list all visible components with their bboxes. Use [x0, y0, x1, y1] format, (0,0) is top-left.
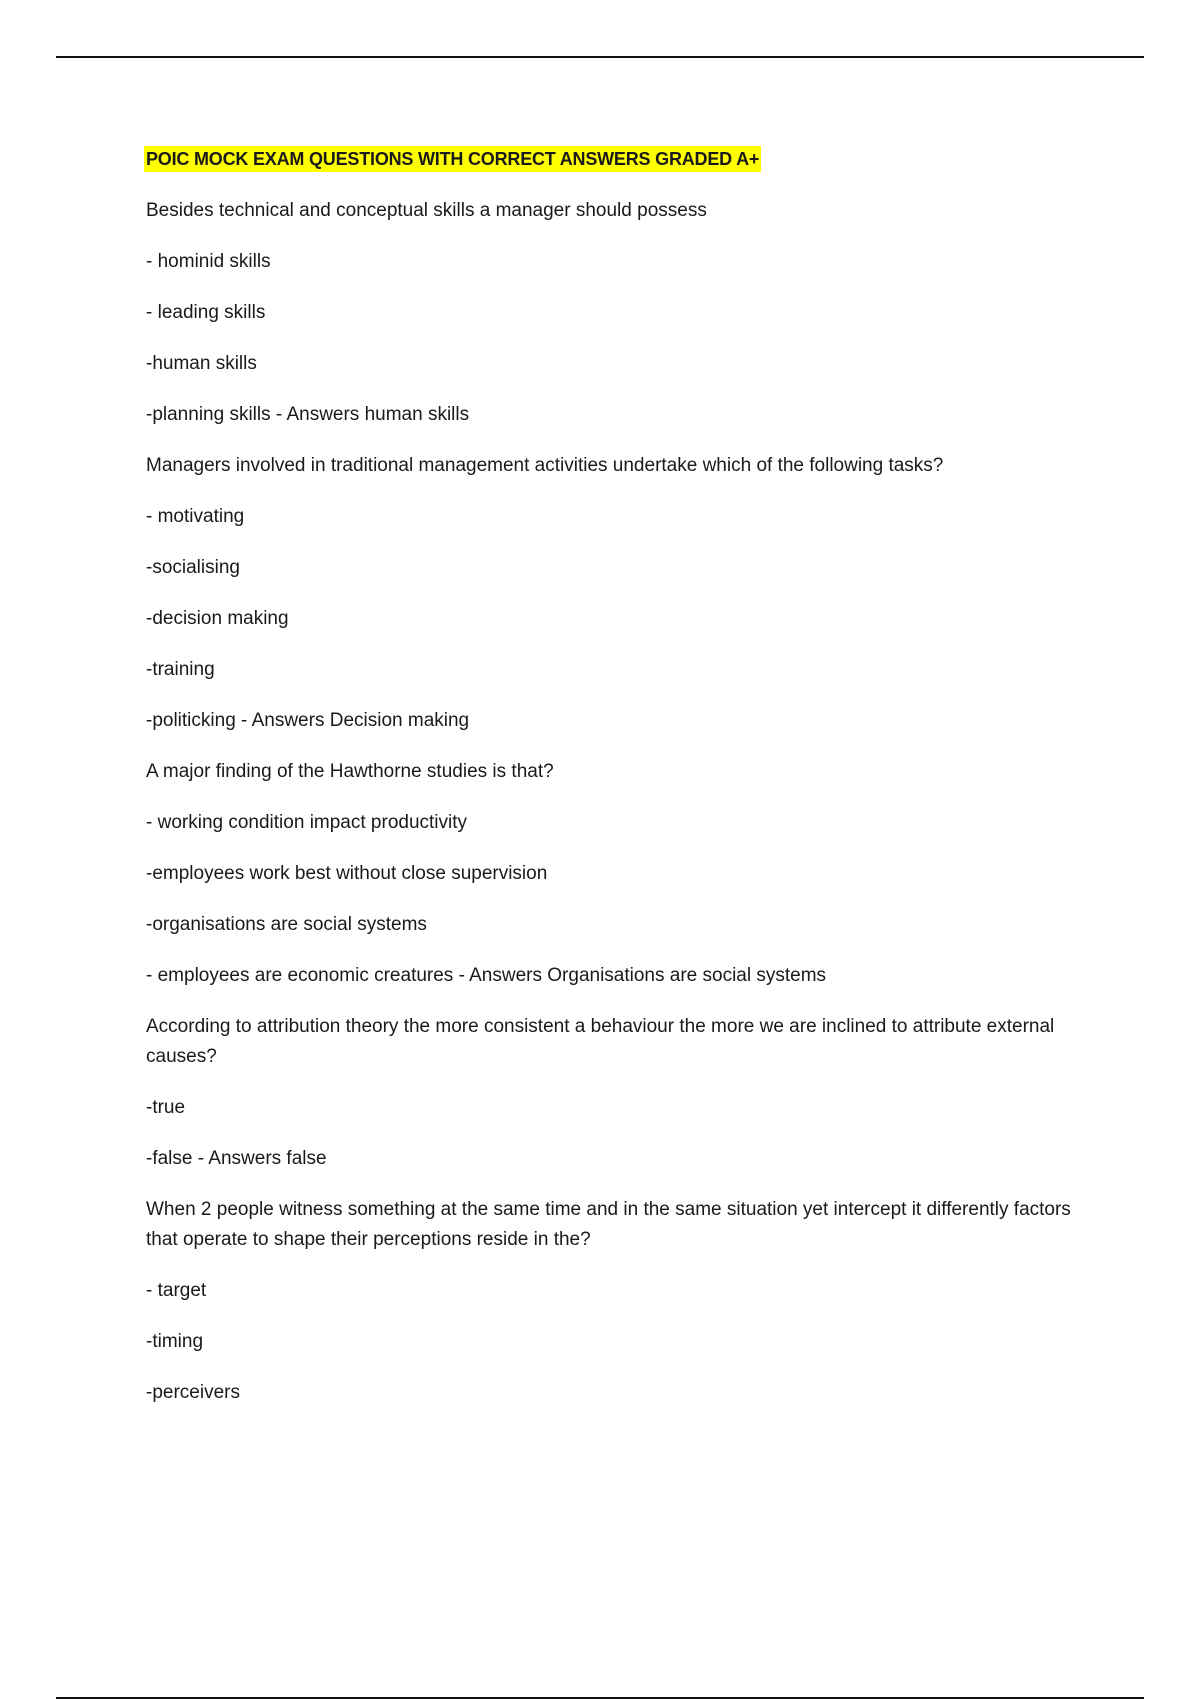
document-body	[146, 146, 1096, 1429]
option-line: -decision making	[146, 608, 289, 629]
option-line: -timing	[146, 1331, 204, 1352]
option-line: - motivating	[146, 506, 245, 527]
option-line: -employees work best without close supervision	[146, 863, 548, 884]
question-2: Managers involved in traditional management activities undertake which of the following tasks?	[146, 455, 944, 476]
option-line: -true	[146, 1097, 186, 1118]
question-3: A major finding of the Hawthorne studies is that?	[146, 761, 554, 782]
answer-line: -politicking - Answers Decision making	[146, 710, 470, 731]
option-line: -training	[146, 659, 215, 680]
question-1: Besides technical and conceptual skills a manager should possess	[146, 200, 707, 221]
question-5: When 2 people witness something at the same time and in the same situation yet intercept it differently factors that operate to shape their perceptions reside in the?	[146, 1199, 1071, 1250]
option-line: - hominid skills	[146, 251, 271, 272]
document-title: POIC MOCK EXAM QUESTIONS WITH CORRECT ANSWERS GRADED A+	[144, 146, 761, 172]
option-line: - target	[146, 1280, 207, 1301]
option-line: -human skills	[146, 353, 257, 374]
answer-line: -planning skills - Answers human skills	[146, 404, 470, 425]
footer-rule	[56, 1697, 1144, 1699]
option-line: -perceivers	[146, 1382, 240, 1403]
option-line: - working condition impact productivity	[146, 812, 468, 833]
answer-line: - employees are economic creatures - Answers Organisations are social systems	[146, 965, 827, 986]
option-line: -socialising	[146, 557, 240, 578]
answer-line: -false - Answers false	[146, 1148, 327, 1169]
option-line: - leading skills	[146, 302, 266, 323]
header-rule	[56, 56, 1144, 58]
option-line: -organisations are social systems	[146, 914, 427, 935]
question-4: According to attribution theory the more consistent a behaviour the more we are inclined to attribute external causes?	[146, 1016, 1055, 1067]
